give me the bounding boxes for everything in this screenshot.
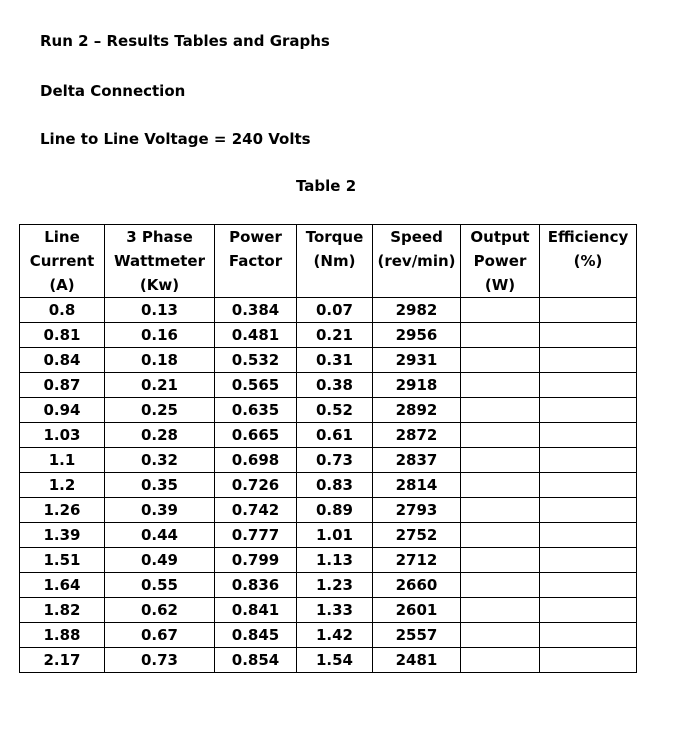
table-cell-line-current: 1.64 bbox=[20, 573, 105, 598]
table-row bbox=[20, 448, 637, 473]
table-cell-speed: 2557 bbox=[373, 623, 461, 648]
voltage-line: Line to Line Voltage = 240 Volts bbox=[40, 130, 311, 148]
column-header-output-power bbox=[461, 225, 540, 298]
column-header-line: Efficiency bbox=[547, 228, 629, 246]
column-header-line: Power bbox=[473, 252, 527, 270]
table-cell-torque: 0.52 bbox=[297, 398, 373, 423]
table-cell-speed: 2837 bbox=[373, 448, 461, 473]
table-cell-torque: 0.89 bbox=[297, 498, 373, 523]
table-cell-line-current: 1.88 bbox=[20, 623, 105, 648]
table-cell-line-current: 1.39 bbox=[20, 523, 105, 548]
table-cell-output-power bbox=[461, 423, 540, 448]
table-cell-wattmeter: 0.44 bbox=[105, 523, 215, 548]
table-cell-torque: 1.23 bbox=[297, 573, 373, 598]
table-cell-power-factor: 0.836 bbox=[215, 573, 297, 598]
table-cell-wattmeter: 0.62 bbox=[105, 598, 215, 623]
connection-type: Delta Connection bbox=[40, 82, 186, 100]
column-header-line: Speed bbox=[390, 228, 443, 246]
table-cell-efficiency bbox=[540, 298, 637, 323]
table-cell-speed: 2892 bbox=[373, 398, 461, 423]
table-row bbox=[20, 523, 637, 548]
table-cell-wattmeter: 0.49 bbox=[105, 548, 215, 573]
column-header-line-current bbox=[20, 225, 105, 298]
table-cell-torque: 0.83 bbox=[297, 473, 373, 498]
table-cell-torque: 0.31 bbox=[297, 348, 373, 373]
table-cell-line-current: 0.84 bbox=[20, 348, 105, 373]
table-row bbox=[20, 598, 637, 623]
table-cell-power-factor: 0.635 bbox=[215, 398, 297, 423]
column-header-line: (A) bbox=[49, 276, 75, 294]
table-cell-output-power bbox=[461, 523, 540, 548]
table-cell-efficiency bbox=[540, 373, 637, 398]
table-cell-torque: 1.54 bbox=[297, 648, 373, 673]
table-cell-output-power bbox=[461, 348, 540, 373]
document-title: Run 2 – Results Tables and Graphs bbox=[40, 32, 330, 50]
table-cell-wattmeter: 0.67 bbox=[105, 623, 215, 648]
table-body bbox=[20, 298, 637, 673]
table-row bbox=[20, 573, 637, 598]
table-cell-efficiency bbox=[540, 523, 637, 548]
table-cell-speed: 2872 bbox=[373, 423, 461, 448]
column-header-line: Line bbox=[44, 228, 80, 246]
table-cell-output-power bbox=[461, 323, 540, 348]
column-header-line bbox=[540, 273, 636, 297]
table-cell-power-factor: 0.532 bbox=[215, 348, 297, 373]
table-cell-speed: 2660 bbox=[373, 573, 461, 598]
table-cell-torque: 1.42 bbox=[297, 623, 373, 648]
table-cell-torque: 1.33 bbox=[297, 598, 373, 623]
table-cell-output-power bbox=[461, 473, 540, 498]
column-header-line bbox=[215, 273, 296, 297]
table-cell-power-factor: 0.726 bbox=[215, 473, 297, 498]
column-header-line bbox=[373, 273, 460, 297]
table-cell-line-current: 1.2 bbox=[20, 473, 105, 498]
column-header-line: (rev/min) bbox=[377, 252, 456, 270]
table-cell-speed: 2712 bbox=[373, 548, 461, 573]
table-cell-output-power bbox=[461, 298, 540, 323]
table-row bbox=[20, 348, 637, 373]
table-cell-line-current: 1.82 bbox=[20, 598, 105, 623]
table-cell-speed: 2814 bbox=[373, 473, 461, 498]
table-cell-efficiency bbox=[540, 448, 637, 473]
table-cell-wattmeter: 0.35 bbox=[105, 473, 215, 498]
table-row bbox=[20, 648, 637, 673]
table-cell-wattmeter: 0.13 bbox=[105, 298, 215, 323]
table-cell-efficiency bbox=[540, 573, 637, 598]
table-cell-torque: 0.38 bbox=[297, 373, 373, 398]
table-cell-power-factor: 0.845 bbox=[215, 623, 297, 648]
table-cell-torque: 0.61 bbox=[297, 423, 373, 448]
table-cell-efficiency bbox=[540, 623, 637, 648]
table-cell-efficiency bbox=[540, 323, 637, 348]
table-cell-torque: 1.13 bbox=[297, 548, 373, 573]
table-cell-output-power bbox=[461, 598, 540, 623]
table-row bbox=[20, 398, 637, 423]
table-cell-output-power bbox=[461, 623, 540, 648]
table-cell-efficiency bbox=[540, 498, 637, 523]
column-header-wattmeter bbox=[105, 225, 215, 298]
table-cell-torque: 1.01 bbox=[297, 523, 373, 548]
column-header-line: (W) bbox=[484, 276, 516, 294]
table-caption: Table 2 bbox=[296, 177, 357, 195]
table-cell-output-power bbox=[461, 573, 540, 598]
column-header-line: (Nm) bbox=[313, 252, 356, 270]
table-cell-efficiency bbox=[540, 423, 637, 448]
table-cell-torque: 0.07 bbox=[297, 298, 373, 323]
table-cell-speed: 2918 bbox=[373, 373, 461, 398]
column-header-torque bbox=[297, 225, 373, 298]
table-cell-output-power bbox=[461, 648, 540, 673]
table-cell-speed: 2956 bbox=[373, 323, 461, 348]
table-cell-speed: 2793 bbox=[373, 498, 461, 523]
column-header-line: Torque bbox=[305, 228, 364, 246]
table-cell-efficiency bbox=[540, 548, 637, 573]
table-cell-power-factor: 0.565 bbox=[215, 373, 297, 398]
column-header-line: Current bbox=[29, 252, 95, 270]
table-row bbox=[20, 373, 637, 398]
column-header-line bbox=[297, 273, 372, 297]
table-cell-wattmeter: 0.32 bbox=[105, 448, 215, 473]
table-cell-speed: 2601 bbox=[373, 598, 461, 623]
table-cell-power-factor: 0.665 bbox=[215, 423, 297, 448]
table-cell-line-current: 1.51 bbox=[20, 548, 105, 573]
column-header-line: Power bbox=[229, 228, 282, 246]
table-cell-wattmeter: 0.28 bbox=[105, 423, 215, 448]
table-cell-line-current: 0.8 bbox=[20, 298, 105, 323]
column-header-power-factor bbox=[215, 225, 297, 298]
column-header-efficiency bbox=[540, 225, 637, 298]
table-cell-line-current: 1.1 bbox=[20, 448, 105, 473]
table-cell-wattmeter: 0.21 bbox=[105, 373, 215, 398]
column-header-line: Output bbox=[470, 228, 530, 246]
table-row bbox=[20, 423, 637, 448]
table-cell-speed: 2752 bbox=[373, 523, 461, 548]
table-cell-power-factor: 0.854 bbox=[215, 648, 297, 673]
table-cell-output-power bbox=[461, 373, 540, 398]
table-cell-line-current: 2.17 bbox=[20, 648, 105, 673]
table-cell-line-current: 1.03 bbox=[20, 423, 105, 448]
table-cell-power-factor: 0.384 bbox=[215, 298, 297, 323]
table-cell-efficiency bbox=[540, 598, 637, 623]
column-header-line: 3 Phase bbox=[126, 228, 193, 246]
table-cell-efficiency bbox=[540, 473, 637, 498]
table-row bbox=[20, 323, 637, 348]
table-cell-power-factor: 0.698 bbox=[215, 448, 297, 473]
table-cell-output-power bbox=[461, 498, 540, 523]
table-cell-wattmeter: 0.25 bbox=[105, 398, 215, 423]
table-cell-wattmeter: 0.18 bbox=[105, 348, 215, 373]
table-cell-power-factor: 0.481 bbox=[215, 323, 297, 348]
table-cell-power-factor: 0.799 bbox=[215, 548, 297, 573]
table-cell-torque: 0.21 bbox=[297, 323, 373, 348]
column-header-line: (Kw) bbox=[139, 276, 180, 294]
table-cell-power-factor: 0.841 bbox=[215, 598, 297, 623]
table-cell-output-power bbox=[461, 548, 540, 573]
table-cell-output-power bbox=[461, 448, 540, 473]
table-cell-speed: 2481 bbox=[373, 648, 461, 673]
table-cell-line-current: 0.81 bbox=[20, 323, 105, 348]
column-header-line: Wattmeter bbox=[113, 252, 206, 270]
table-cell-wattmeter: 0.39 bbox=[105, 498, 215, 523]
column-header-speed bbox=[373, 225, 461, 298]
table-cell-torque: 0.73 bbox=[297, 448, 373, 473]
table-cell-wattmeter: 0.16 bbox=[105, 323, 215, 348]
column-header-line: (%) bbox=[573, 252, 603, 270]
table-row bbox=[20, 498, 637, 523]
table-cell-output-power bbox=[461, 398, 540, 423]
table-cell-efficiency bbox=[540, 398, 637, 423]
table-cell-speed: 2982 bbox=[373, 298, 461, 323]
table-header-row bbox=[20, 225, 637, 298]
table-cell-efficiency bbox=[540, 648, 637, 673]
results-table bbox=[19, 224, 637, 673]
table-cell-efficiency bbox=[540, 348, 637, 373]
table-row bbox=[20, 298, 637, 323]
table-cell-line-current: 1.26 bbox=[20, 498, 105, 523]
table-cell-wattmeter: 0.73 bbox=[105, 648, 215, 673]
table-cell-power-factor: 0.742 bbox=[215, 498, 297, 523]
table-cell-speed: 2931 bbox=[373, 348, 461, 373]
table-cell-power-factor: 0.777 bbox=[215, 523, 297, 548]
table-cell-line-current: 0.87 bbox=[20, 373, 105, 398]
table-row bbox=[20, 473, 637, 498]
table-row bbox=[20, 623, 637, 648]
table-cell-wattmeter: 0.55 bbox=[105, 573, 215, 598]
column-header-line: Factor bbox=[228, 252, 283, 270]
table-row bbox=[20, 548, 637, 573]
table-cell-line-current: 0.94 bbox=[20, 398, 105, 423]
